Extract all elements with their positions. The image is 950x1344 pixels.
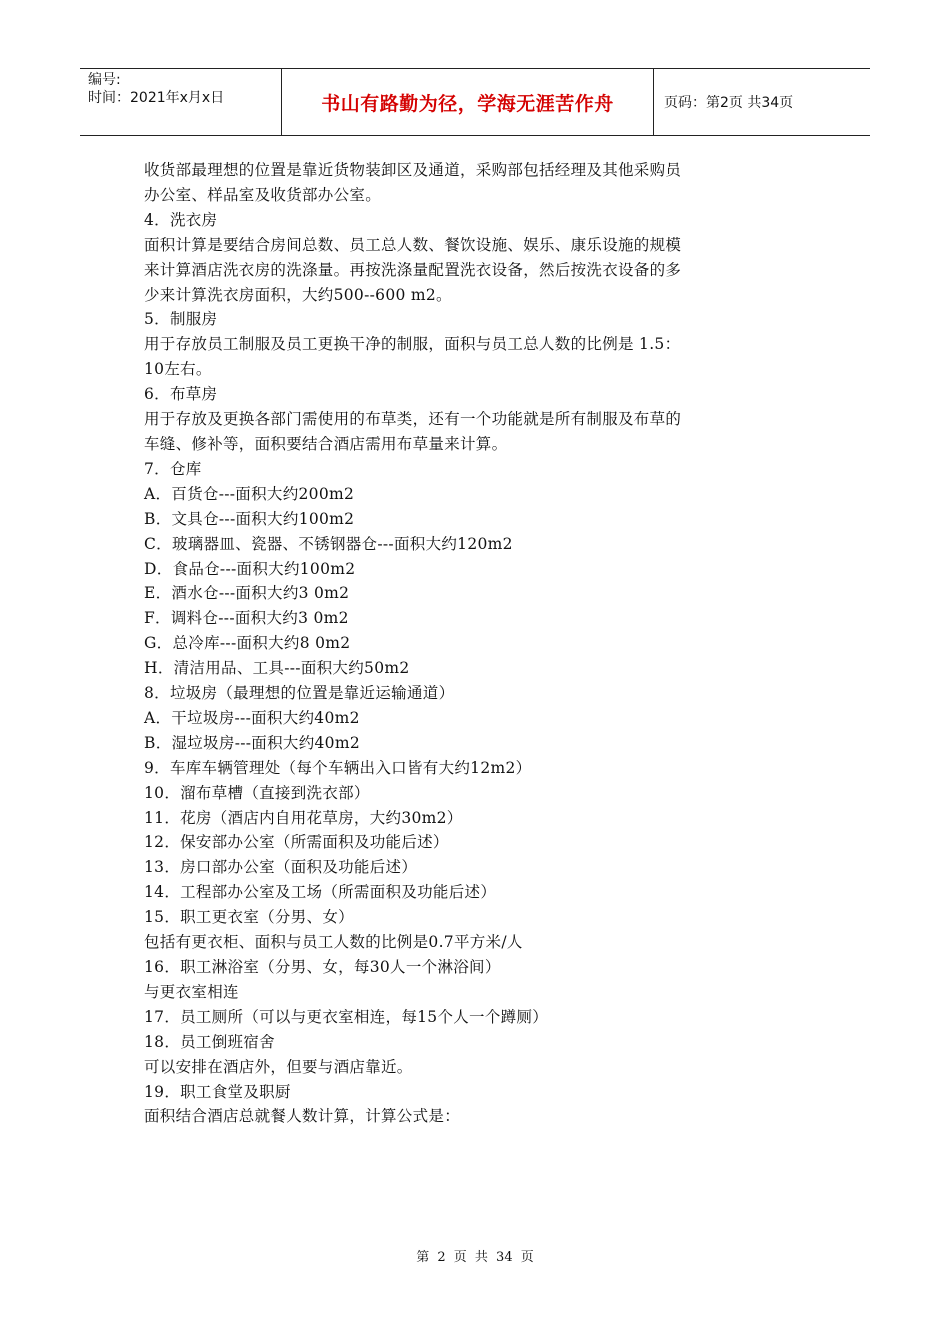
- body-line: 5．制服房: [144, 310, 218, 329]
- body-line: 10左右。: [144, 360, 212, 379]
- body-line: 用于存放及更换各部门需使用的布草类，还有一个功能就是所有制服及布草的: [144, 410, 682, 429]
- body-line: A．干垃圾房---面积大约40m2: [144, 708, 360, 727]
- body-line: 面积结合酒店总就餐人数计算，计算公式是：: [144, 1107, 461, 1126]
- body-line: B．湿垃圾房---面积大约40m2: [144, 733, 360, 752]
- body-line: G．总冷库---面积大约8 0m2: [144, 634, 351, 653]
- document-body: [144, 158, 824, 1129]
- body-line: H．清洁用品、工具---面积大约50m2: [144, 659, 410, 678]
- body-line: 用于存放员工制服及员工更换干净的制服，面积与员工总人数的比例是 1.5：: [144, 335, 681, 354]
- body-line: A．百货仓---面积大约200m2: [144, 484, 355, 503]
- body-line: 收货部最理想的位置是靠近货物装卸区及通道，采购部包括经理及其他采购员: [144, 161, 682, 179]
- body-line: 14．工程部办公室及工场（所需面积及功能后述）: [144, 883, 497, 902]
- body-line: 15．职工更衣室（分男、女）: [144, 908, 354, 927]
- body-line: 13．房口部办公室（面积及功能后述）: [144, 858, 418, 877]
- body-line: 17．员工厕所（可以与更衣室相连，每15个人一个蹲厕）: [144, 1007, 549, 1026]
- body-line: 6．布草房: [144, 385, 218, 404]
- body-line: 8．垃圾房（最理想的位置是靠近运输通道）: [144, 684, 455, 703]
- body-line: 11．花房（酒店内自用花草房，大约30m2）: [144, 808, 463, 827]
- body-line: 12．保安部办公室（所需面积及功能后述）: [144, 833, 449, 852]
- body-line: 包括有更衣柜、面积与员工人数的比例是0.7平方米/人: [144, 933, 523, 952]
- body-line: 9．车库车辆管理处（每个车辆出入口皆有大约12m2）: [144, 758, 532, 777]
- body-line: 办公室、样品室及收货部办公室。: [144, 185, 382, 204]
- document-number-label: 编号:: [88, 72, 121, 88]
- body-line: 18．员工倒班宿舍: [144, 1032, 275, 1051]
- body-line: 10．溜布草槽（直接到洗衣部）: [144, 783, 370, 802]
- body-line: F．调料仓---面积大约3 0m2: [144, 609, 349, 628]
- body-line: 16．职工淋浴室（分男、女，每30人一个淋浴间）: [144, 958, 501, 976]
- body-line: 来计算酒店洗衣房的洗涤量。再按洗涤量配置洗衣设备，然后按洗衣设备的多: [144, 260, 682, 279]
- header-meta: [80, 69, 282, 135]
- body-line: 少来计算洗衣房面积，大约500--600 m2。: [144, 285, 452, 304]
- body-line: C．玻璃器皿、瓷器、不锈钢器仓---面积大约120m2: [144, 534, 513, 553]
- body-line: D．食品仓---面积大约100m2: [144, 559, 356, 578]
- body-line: 4．洗衣房: [144, 210, 218, 229]
- body-line: 面积计算是要结合房间总数、员工总人数、餐饮设施、娱乐、康乐设施的规模: [144, 235, 682, 254]
- body-line: 19．职工食堂及职厨: [144, 1082, 291, 1101]
- page-header: [80, 68, 870, 136]
- header-page-number: 页码：第2页 共34页: [664, 95, 794, 111]
- body-line: 7．仓库: [144, 459, 202, 478]
- page-footer: 第 2 页 共 34 页: [416, 1250, 534, 1265]
- document-date: 时间：2021年x月x日: [88, 90, 225, 106]
- body-line: 与更衣室相连: [144, 982, 239, 1001]
- body-line: 车缝、修补等，面积要结合酒店需用布草量来计算。: [144, 434, 508, 453]
- body-line: E．酒水仓---面积大约3 0m2: [144, 584, 350, 603]
- body-line: 可以安排在酒店外，但要与酒店靠近。: [144, 1057, 413, 1076]
- header-motto: 书山有路勤为径，学海无涯苦作舟: [282, 69, 654, 135]
- body-line: B．文具仓---面积大约100m2: [144, 509, 355, 528]
